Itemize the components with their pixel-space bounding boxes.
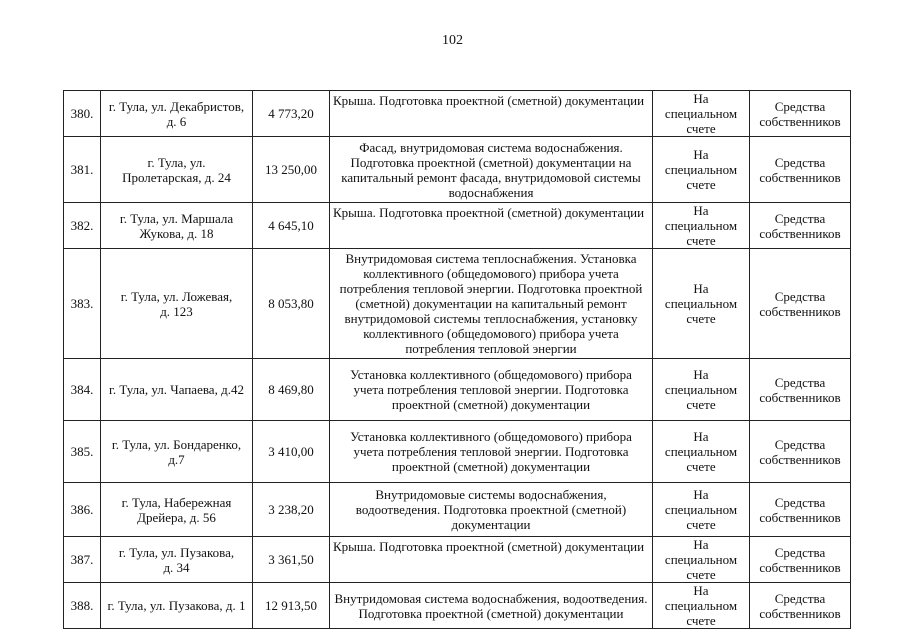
table-row (64, 137, 851, 203)
funding-source-cell: Средства собственников (750, 421, 851, 483)
cost-cell: 4 645,10 (253, 203, 330, 249)
works-cell: Внутридомовые системы водоснабжения, водоотведения. Подготовка проектной (сметной) документации (330, 483, 653, 537)
page-number: 102 (442, 33, 463, 48)
row-number: 382. (64, 203, 101, 249)
works-cell: Фасад, внутридомовая система водоснабжения. Подготовка проектной (сметной) документации на капитальный ремонт фасада, внутридомовой системы водоснабжения (330, 137, 653, 203)
address-cell: г. Тула, ул. Пузакова, д. 1 (101, 583, 253, 629)
works-cell: Установка коллективного (общедомового) прибора учета потребления тепловой энергии. Подготовка проектной (сметной) документации (330, 359, 653, 421)
row-number: 388. (64, 583, 101, 629)
funding-source-cell: Средства собственников (750, 137, 851, 203)
works-cell: Установка коллективного (общедомового) прибора учета потребления тепловой энергии. Подготовка проектной (сметной) документации (330, 421, 653, 483)
account-cell: На специальном счете (653, 137, 750, 203)
address-cell: г. Тула, ул. Пролетарская, д. 24 (101, 137, 253, 203)
funding-source-cell: Средства собственников (750, 359, 851, 421)
account-cell: На специальном счете (653, 249, 750, 359)
table-row (64, 537, 851, 583)
table-row (64, 359, 851, 421)
row-number: 387. (64, 537, 101, 583)
address-cell: г. Тула, Набережная Дрейера, д. 56 (101, 483, 253, 537)
cost-cell: 12 913,50 (253, 583, 330, 629)
cost-cell: 3 410,00 (253, 421, 330, 483)
address-cell: г. Тула, ул. Пузакова, д. 34 (101, 537, 253, 583)
account-cell: На специальном счете (653, 91, 750, 137)
account-cell: На специальном счете (653, 421, 750, 483)
account-cell: На специальном счете (653, 583, 750, 629)
table-row (64, 583, 851, 629)
row-number: 381. (64, 137, 101, 203)
account-cell: На специальном счете (653, 537, 750, 583)
address-cell: г. Тула, ул. Маршала Жукова, д. 18 (101, 203, 253, 249)
cost-cell: 3 361,50 (253, 537, 330, 583)
cost-cell: 8 053,80 (253, 249, 330, 359)
works-cell: Внутридомовая система теплоснабжения. Установка коллективного (общедомового) прибора учета потребления тепловой энергии. Подготовка проектной (сметной) документации на капитальный ремонт внутридомовой системы теплоснабжения, установку коллективного (общедомового) прибора учета потребления тепловой энергии (330, 249, 653, 359)
works-cell: Крыша. Подготовка проектной (сметной) документации (330, 91, 653, 137)
funding-source-cell: Средства собственников (750, 583, 851, 629)
address-cell: г. Тула, ул. Декабристов, д. 6 (101, 91, 253, 137)
works-cell: Крыша. Подготовка проектной (сметной) документации (330, 537, 653, 583)
row-number: 380. (64, 91, 101, 137)
repair-works-table (63, 90, 851, 629)
works-cell: Крыша. Подготовка проектной (сметной) документации (330, 203, 653, 249)
funding-source-cell: Средства собственников (750, 249, 851, 359)
address-cell: г. Тула, ул. Бондаренко, д.7 (101, 421, 253, 483)
funding-source-cell: Средства собственников (750, 203, 851, 249)
funding-source-cell: Средства собственников (750, 91, 851, 137)
account-cell: На специальном счете (653, 203, 750, 249)
table-row (64, 483, 851, 537)
table-row (64, 203, 851, 249)
row-number: 384. (64, 359, 101, 421)
funding-source-cell: Средства собственников (750, 483, 851, 537)
funding-source-cell: Средства собственников (750, 537, 851, 583)
table-row (64, 91, 851, 137)
address-cell: г. Тула, ул. Чапаева, д.42 (101, 359, 253, 421)
row-number: 386. (64, 483, 101, 537)
account-cell: На специальном счете (653, 359, 750, 421)
row-number: 383. (64, 249, 101, 359)
address-cell: г. Тула, ул. Ложевая, д. 123 (101, 249, 253, 359)
table-row (64, 421, 851, 483)
cost-cell: 8 469,80 (253, 359, 330, 421)
row-number: 385. (64, 421, 101, 483)
account-cell: На специальном счете (653, 483, 750, 537)
works-cell: Внутридомовая система водоснабжения, водоотведения. Подготовка проектной (сметной) документации (330, 583, 653, 629)
cost-cell: 13 250,00 (253, 137, 330, 203)
cost-cell: 3 238,20 (253, 483, 330, 537)
cost-cell: 4 773,20 (253, 91, 330, 137)
table-row (64, 249, 851, 359)
